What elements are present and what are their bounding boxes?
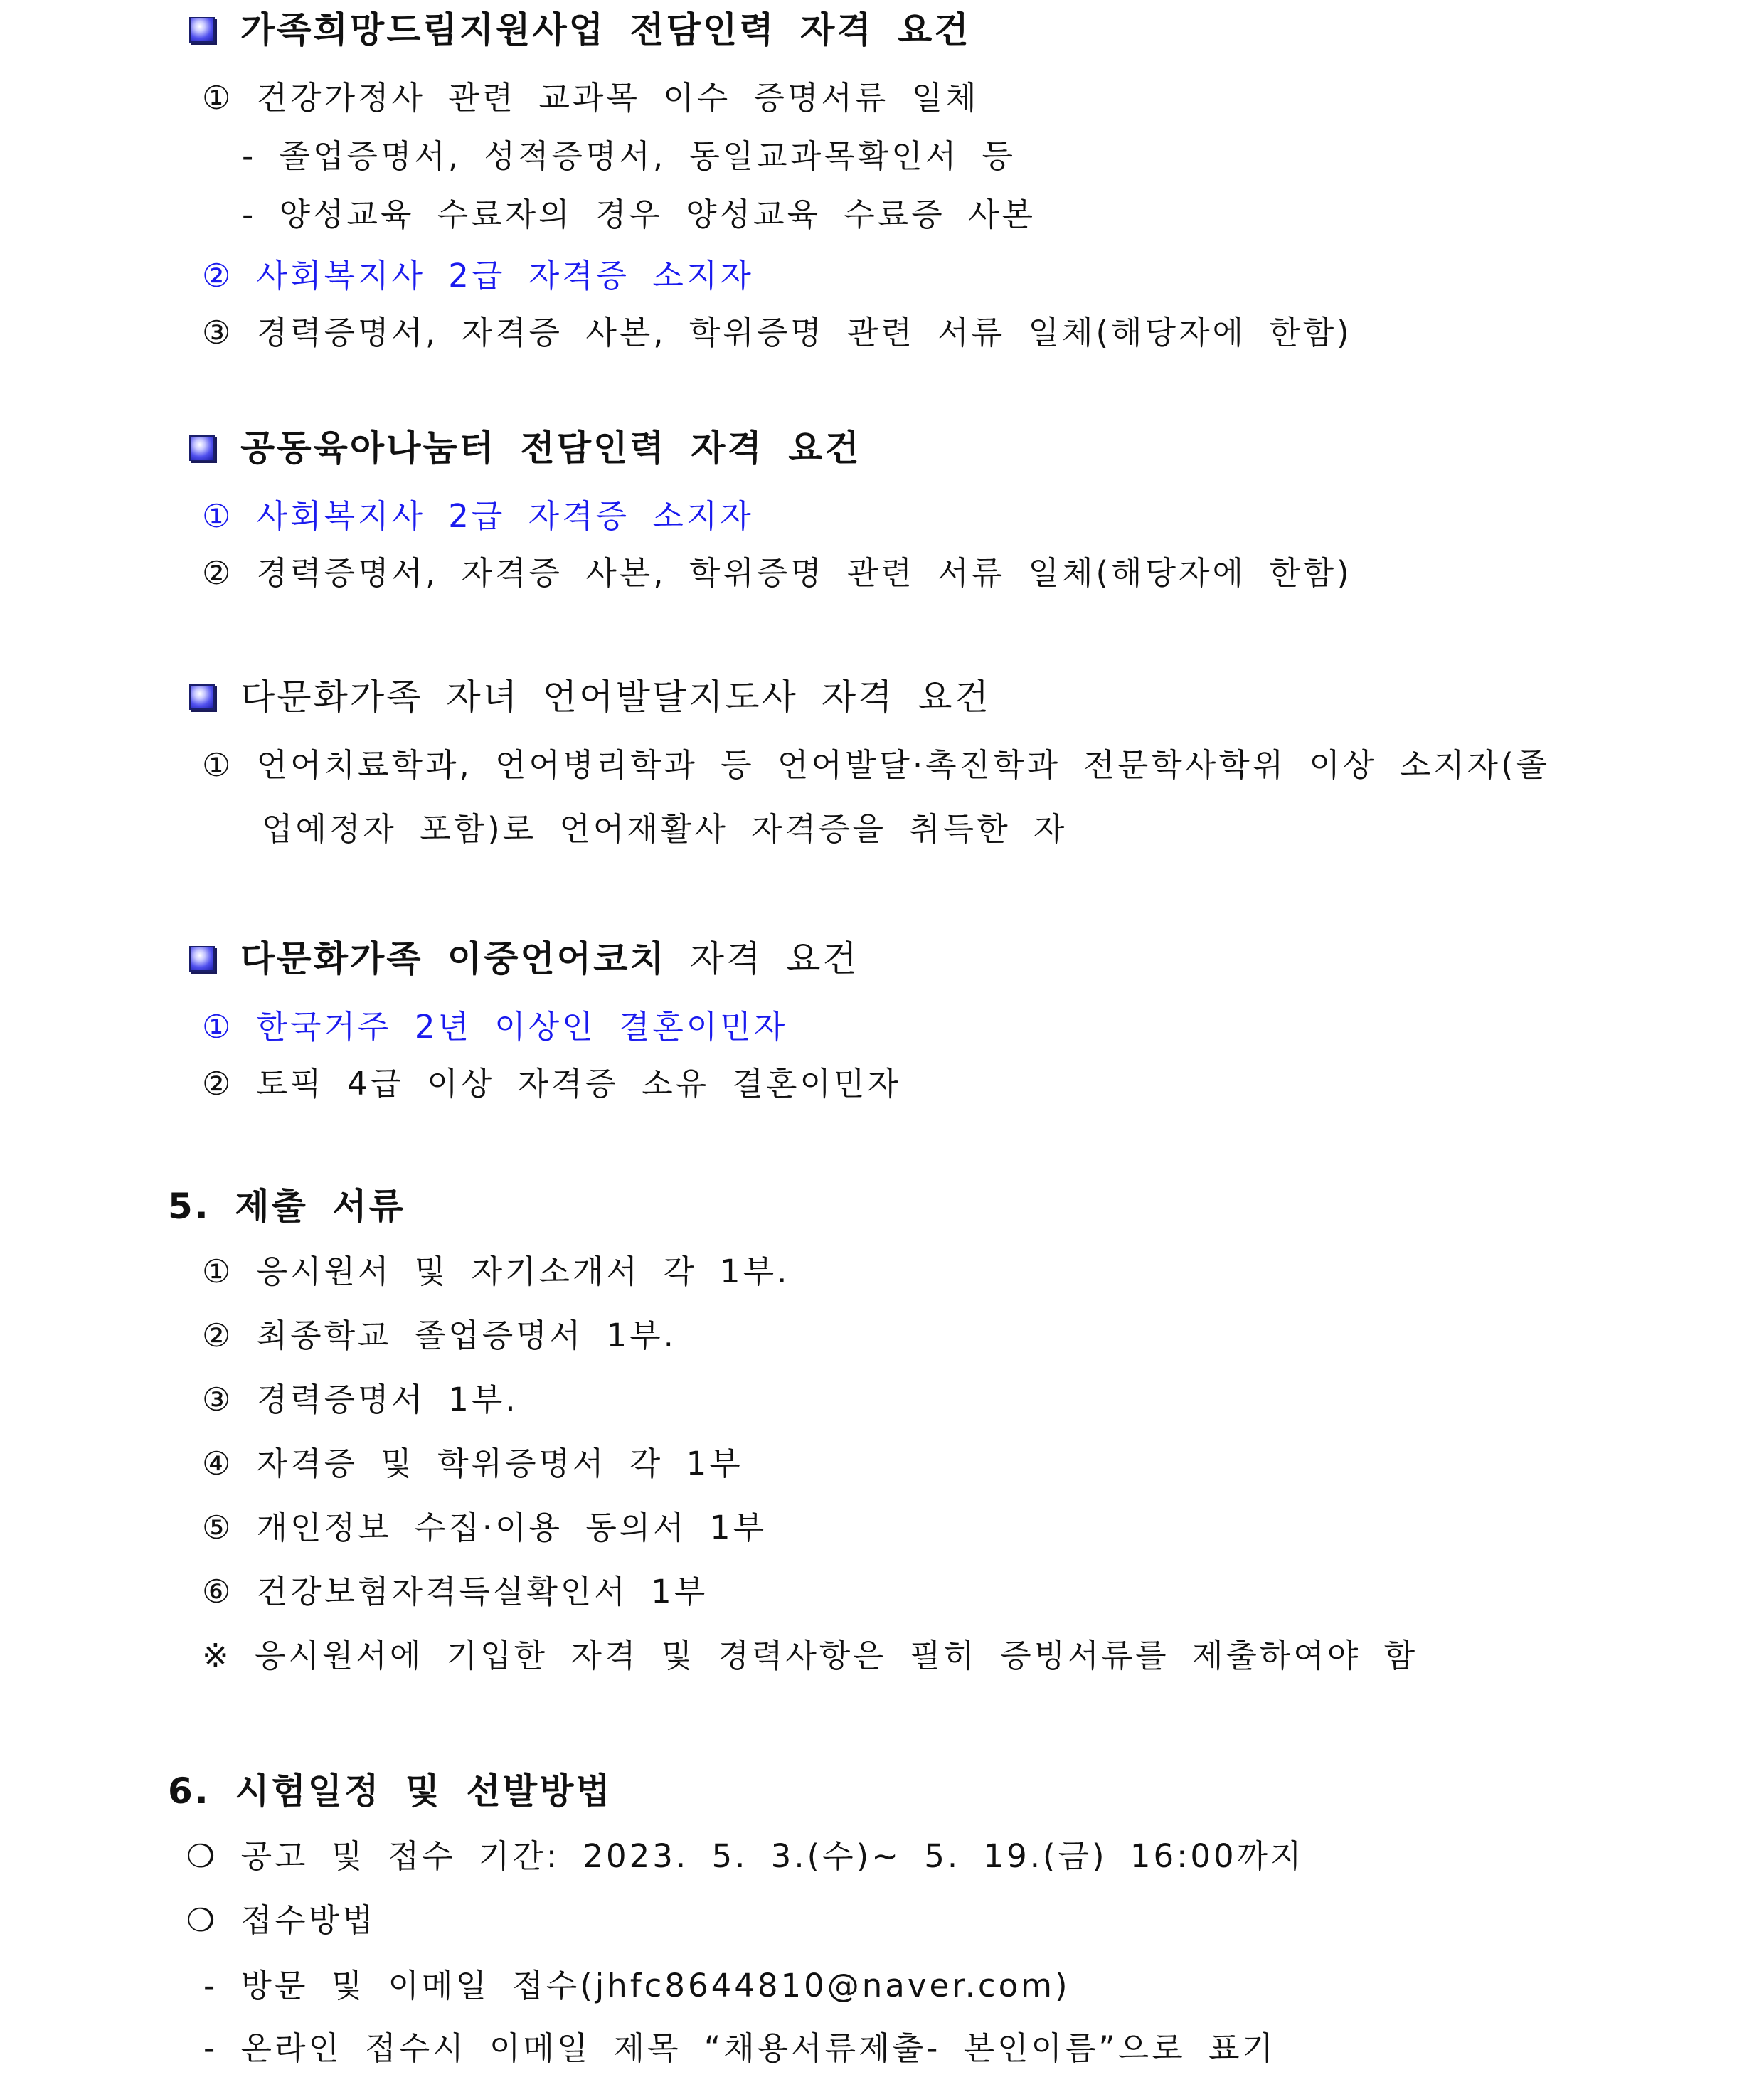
section-title-family-hope: 가족희망드림지원사업 전담인력 자격 요건 — [240, 9, 971, 51]
list-item-highlight: ① 사회복지사 2급 자격증 소지자 — [202, 497, 754, 535]
list-item: ① 건강가정사 관련 교과목 이수 증명서류 일체 — [202, 79, 979, 117]
section-title-language-tutor: 다문화가족 자녀 언어발달지도사 자격 요건 — [240, 676, 991, 718]
sub-list-item: - 졸업증명서, 성적증명서, 동일교과목확인서 등 — [242, 137, 1016, 175]
list-item: ② 경력증명서, 자격증 사본, 학위증명 관련 서류 일체(해당자에 한함) — [202, 554, 1352, 592]
title-bold-part: 다문화가족 이중언어코치 — [240, 938, 666, 979]
list-item-continuation: 업예정자 포함)로 언어재활사 자격증을 취득한 자 — [262, 810, 1068, 848]
section-title-bilingual-coach — [240, 937, 859, 980]
section-title-childcare: 공동육아나눔터 전담인력 자격 요건 — [240, 427, 861, 469]
sub-bullet-item: - 방문 및 이메일 접수(jhfc8644810@naver.com) — [203, 1967, 1070, 2004]
list-item: ⑤ 개인정보 수집·이용 동의서 1부 — [202, 1509, 767, 1546]
list-item-highlight: ② 사회복지사 2급 자격증 소지자 — [202, 257, 754, 294]
list-item: ④ 자격증 및 학위증명서 각 1부 — [202, 1445, 743, 1482]
list-item: ③ 경력증명서 1부. — [202, 1381, 519, 1418]
section-bullet-icon — [189, 684, 215, 710]
section-bullet-icon — [189, 435, 215, 461]
list-item: ② 토픽 4급 이상 자격증 소유 결혼이민자 — [202, 1065, 901, 1103]
heading-exam-schedule: 6. 시험일정 및 선발방법 — [168, 1770, 612, 1812]
bullet-item: ❍ 접수방법 — [186, 1901, 376, 1939]
list-item: ① 응시원서 및 자기소개서 각 1부. — [202, 1253, 790, 1290]
title-rest-part: 자격 요건 — [666, 938, 859, 979]
section-bullet-icon — [189, 17, 215, 43]
list-item: ① 언어치료학과, 언어병리학과 등 언어발달·촉진학과 전문학사학위 이상 소지자(졸 — [202, 746, 1551, 784]
list-item: ⑥ 건강보험자격득실확인서 1부 — [202, 1573, 708, 1610]
sub-bullet-item: - 온라인 접수시 이메일 제목 “채용서류제출- 본인이름”으로 표기 — [203, 2029, 1276, 2067]
section-bullet-icon — [189, 946, 215, 972]
list-item-highlight: ① 한국거주 2년 이상인 결혼이민자 — [202, 1008, 788, 1046]
list-item: ② 최종학교 졸업증명서 1부. — [202, 1317, 676, 1354]
heading-submission-docs: 5. 제출 서류 — [168, 1186, 405, 1227]
note: ※ 응시원서에 기입한 자격 및 경력사항은 필히 증빙서류를 제출하여야 함 — [202, 1637, 1418, 1674]
sub-list-item: - 양성교육 수료자의 경우 양성교육 수료증 사본 — [242, 196, 1036, 233]
bullet-item: ❍ 공고 및 접수 기간: 2023. 5. 3.(수)~ 5. 19.(금) 16:00까지 — [186, 1837, 1305, 1875]
list-item: ③ 경력증명서, 자격증 사본, 학위증명 관련 서류 일체(해당자에 한함) — [202, 314, 1352, 351]
